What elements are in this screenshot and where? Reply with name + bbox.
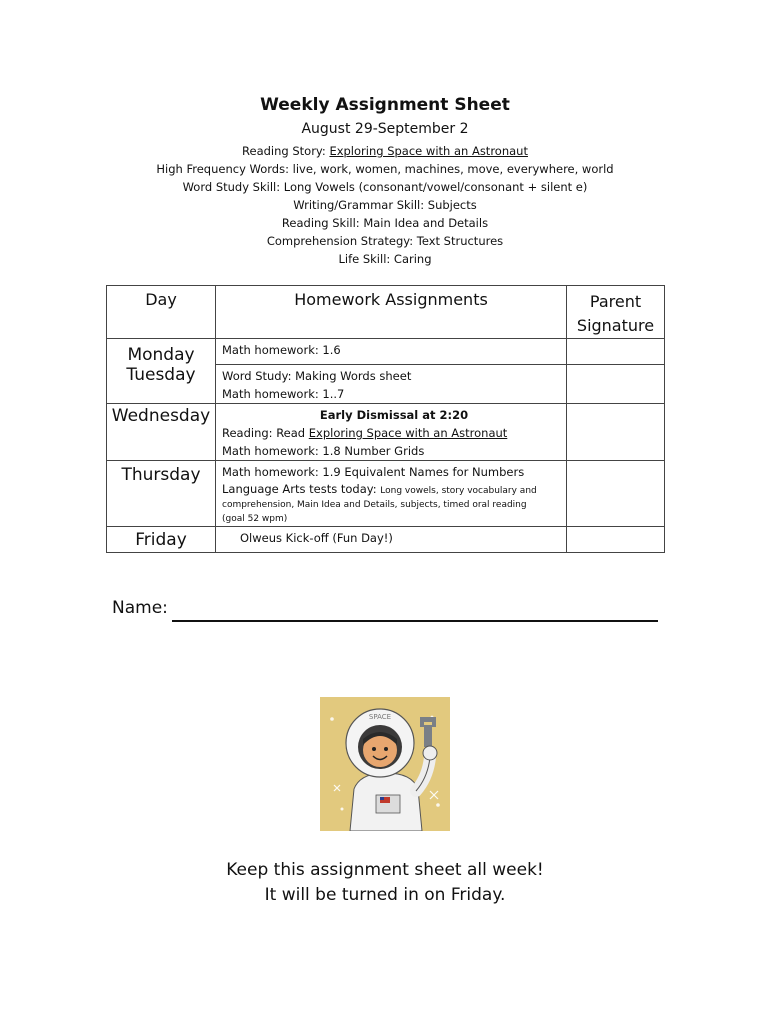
thursday-homework: Math homework: 1.9 Equivalent Names for Numbers Language Arts tests today: Long vowels, story vocabulary and comprehension, Main Idea and Details, subjects, timed oral reading (goal 52 wpm)	[216, 461, 567, 527]
astronaut-illustration	[320, 697, 450, 831]
monday-signature-cell[interactable]	[567, 339, 665, 365]
day-tuesday: Tuesday	[107, 365, 216, 404]
reading-story-line	[0, 144, 770, 158]
name-label: Name:	[112, 598, 168, 618]
life-skill: Life Skill: Caring	[338, 252, 432, 266]
writing-grammar-skill: Writing/Grammar Skill: Subjects	[293, 198, 477, 212]
table-row	[107, 365, 665, 404]
thursday-signature-cell[interactable]	[567, 461, 665, 527]
name-field[interactable]	[172, 620, 658, 622]
table-row	[107, 527, 665, 553]
reading-skill: Reading Skill: Main Idea and Details	[281, 216, 489, 230]
word-study-skill: Word Study Skill: Long Vowels (consonant/vowel/consonant + silent e)	[182, 180, 588, 194]
comprehension-strategy: Comprehension Strategy: Text Structures	[266, 234, 504, 248]
footer-line-2: It will be turned in on Friday.	[264, 885, 506, 905]
day-header: Day	[107, 286, 216, 339]
wednesday-signature-cell[interactable]	[567, 404, 665, 461]
footer-line-1: Keep this assignment sheet all week!	[226, 860, 544, 880]
high-frequency-words: High Frequency Words: live, work, women, machines, move, everywhere, world	[156, 162, 614, 176]
signature-header: Parent Signature	[567, 286, 665, 339]
table-row	[107, 404, 665, 461]
reading-story-label: Reading Story:	[242, 144, 330, 158]
date-range: August 29-September 2	[301, 121, 469, 137]
table-row	[107, 461, 665, 527]
day-thursday: Thursday	[107, 461, 216, 527]
homework-table	[106, 285, 665, 553]
table-header-row	[107, 286, 665, 339]
homework-header: Homework Assignments	[216, 286, 567, 339]
early-dismissal-notice: Early Dismissal at 2:20	[319, 408, 469, 422]
friday-homework: Olweus Kick-off (Fun Day!)	[216, 527, 567, 553]
wednesday-homework: Early Dismissal at 2:20 Reading: Read Exploring Space with an Astronaut Math homework: 1.8 Number Grids	[216, 404, 567, 461]
reading-story-title: Exploring Space with an Astronaut	[329, 144, 528, 158]
monday-homework: Math homework: 1.6	[216, 339, 567, 365]
helmet-label: SPACE	[368, 713, 392, 721]
table-row	[107, 339, 665, 365]
tuesday-signature-cell[interactable]	[567, 365, 665, 404]
tuesday-homework: Word Study: Making Words sheet Math homework: 1..7	[216, 365, 567, 404]
day-monday: Monday	[107, 339, 216, 365]
sheet-title: Weekly Assignment Sheet	[260, 95, 510, 115]
day-friday: Friday	[107, 527, 216, 553]
day-wednesday: Wednesday	[107, 404, 216, 461]
friday-signature-cell[interactable]	[567, 527, 665, 553]
